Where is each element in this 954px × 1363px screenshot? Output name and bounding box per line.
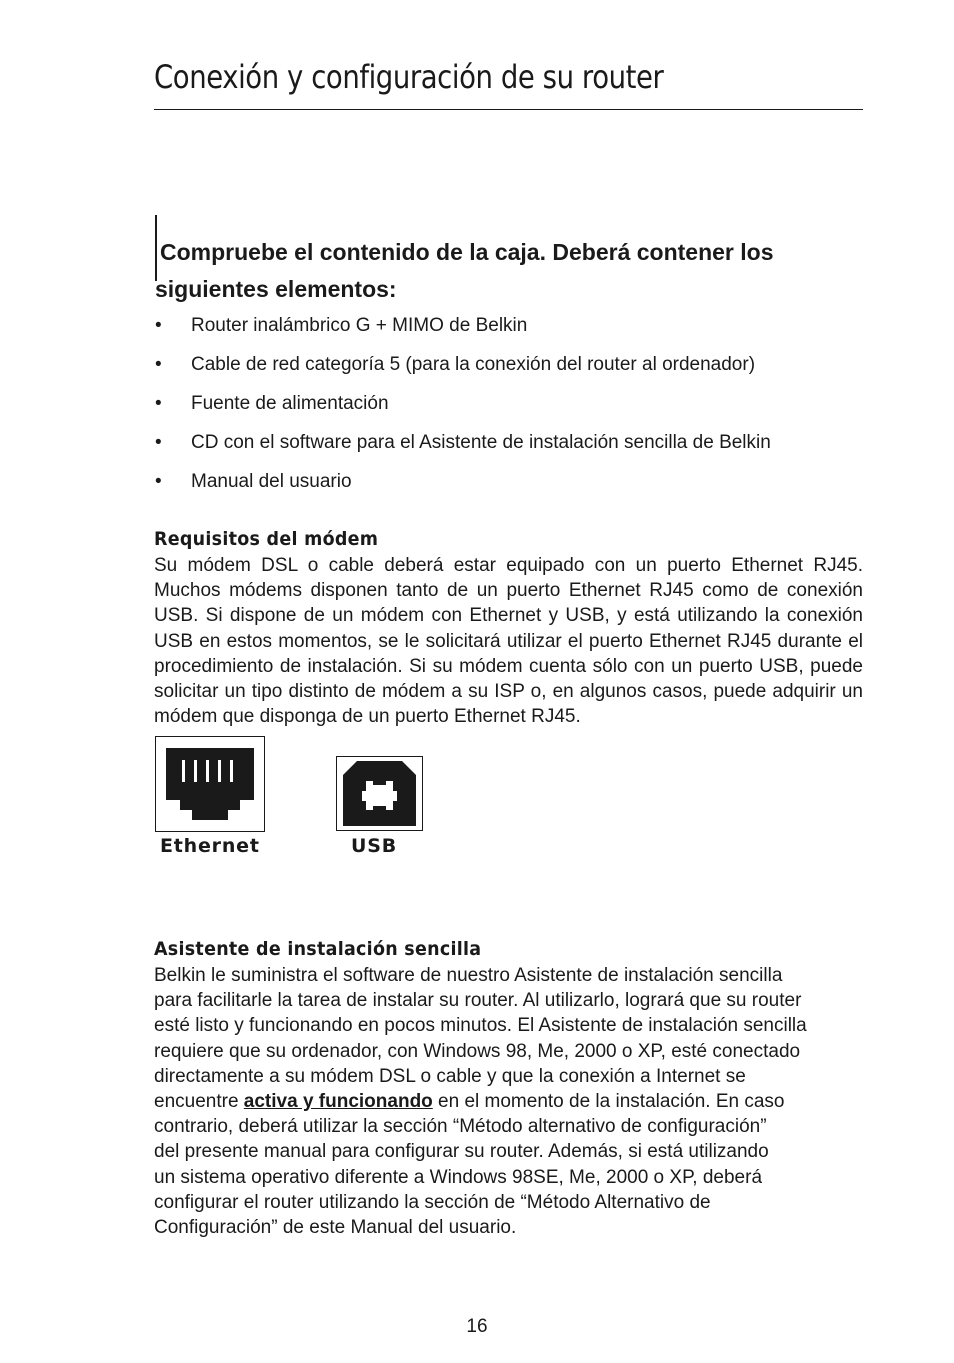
paragraph-line: un sistema operativo diferente a Windows 98SE, Me, 2000 o XP, deberá <box>154 1166 763 1188</box>
title-rule <box>154 109 863 110</box>
paragraph-line: esté listo y funcionando en pocos minutos. El Asistente de instalación sencilla <box>154 1015 807 1037</box>
box-contents-heading-line1: Compruebe el contenido de la caja. Deberá contener los <box>160 239 774 265</box>
paragraph-line: en el momento de la instalación. En caso <box>432 1091 785 1113</box>
list-item <box>154 311 771 350</box>
ethernet-pin <box>194 760 197 782</box>
active-and-working-emphasis: activa y funcionando <box>243 1091 433 1113</box>
paragraph-line: configurar el router utilizando la sección de “Método Alternativo de <box>154 1191 711 1213</box>
ethernet-pin <box>218 760 221 782</box>
list-item <box>154 350 771 389</box>
usb-contact-shape <box>362 781 397 810</box>
ethernet-pin <box>206 760 209 782</box>
box-contents-heading-line2: siguientes elementos: <box>155 276 397 302</box>
ethernet-port-shape <box>166 748 254 820</box>
list-item-text: CD con el software para el Asistente de instalación sencilla de Belkin <box>191 432 771 453</box>
paragraph-line: del presente manual para configurar su router. Además, si está utilizando <box>154 1141 769 1163</box>
ethernet-pin <box>182 760 185 782</box>
paragraph-line: para facilitarle la tarea de instalar su router. Al utilizarlo, logrará que su router <box>154 990 802 1012</box>
paragraph-line: Configuración” de este Manual del usuario. <box>154 1217 517 1239</box>
easy-install-paragraph <box>154 963 869 1240</box>
bullet-icon: • <box>155 354 162 375</box>
list-item-text: Cable de red categoría 5 (para la conexión del router al ordenador) <box>191 354 756 375</box>
ethernet-pin <box>230 760 233 782</box>
easy-install-heading: Asistente de instalación sencilla <box>154 938 482 960</box>
list-item <box>154 467 771 506</box>
paragraph-line: encuentre <box>154 1091 244 1113</box>
modem-requirements-heading: Requisitos del módem <box>154 528 379 550</box>
paragraph-line: contrario, deberá utilizar la sección “Método alternativo de configuración” <box>154 1116 767 1138</box>
list-item-text: Router inalámbrico G + MIMO de Belkin <box>191 315 528 336</box>
page-title: Conexión y configuración de su router <box>154 58 664 96</box>
paragraph-line: requiere que su ordenador, con Windows 98, Me, 2000 o XP, esté conectado <box>154 1040 801 1062</box>
list-item-text: Manual del usuario <box>191 471 352 492</box>
box-contents-heading <box>155 234 860 308</box>
ethernet-port-frame <box>155 736 265 832</box>
ethernet-label: Ethernet <box>160 835 260 857</box>
list-item <box>154 428 771 467</box>
box-contents-list <box>154 311 771 506</box>
usb-port-icon <box>337 757 422 830</box>
list-item <box>154 389 771 428</box>
bullet-icon: • <box>155 393 162 414</box>
modem-requirements-paragraph: Su módem DSL o cable deberá estar equipado con un puerto Ethernet RJ45. Muchos módems disponen tanto de un puerto Ethernet RJ45 como de conexión USB. Si dispone de un módem con Ethernet y USB, y está utilizando la conexión USB en estos momentos, se le solicitará utilizar el puerto Ethernet RJ45 durante el procedimiento de instalación. Si su módem cuenta sólo con un puerto USB, puede solicitar un tipo distinto de módem a su ISP o, en algunos casos, puede adquirir un módem que disponga de un puerto Ethernet RJ45. <box>154 555 863 728</box>
ethernet-port-icon <box>156 737 264 831</box>
list-item-text: Fuente de alimentación <box>191 393 389 414</box>
usb-port-frame <box>336 756 423 831</box>
bullet-icon: • <box>155 471 162 492</box>
usb-label: USB <box>351 835 397 857</box>
paragraph-line: Belkin le suministra el software de nuestro Asistente de instalación sencilla <box>154 965 783 986</box>
bullet-icon: • <box>155 315 162 336</box>
bullet-icon: • <box>155 432 162 453</box>
text-cursor-bar <box>155 215 157 281</box>
page-number: 16 <box>466 1316 488 1337</box>
paragraph-line: directamente a su módem DSL o cable y que la conexión a Internet se <box>154 1065 746 1087</box>
